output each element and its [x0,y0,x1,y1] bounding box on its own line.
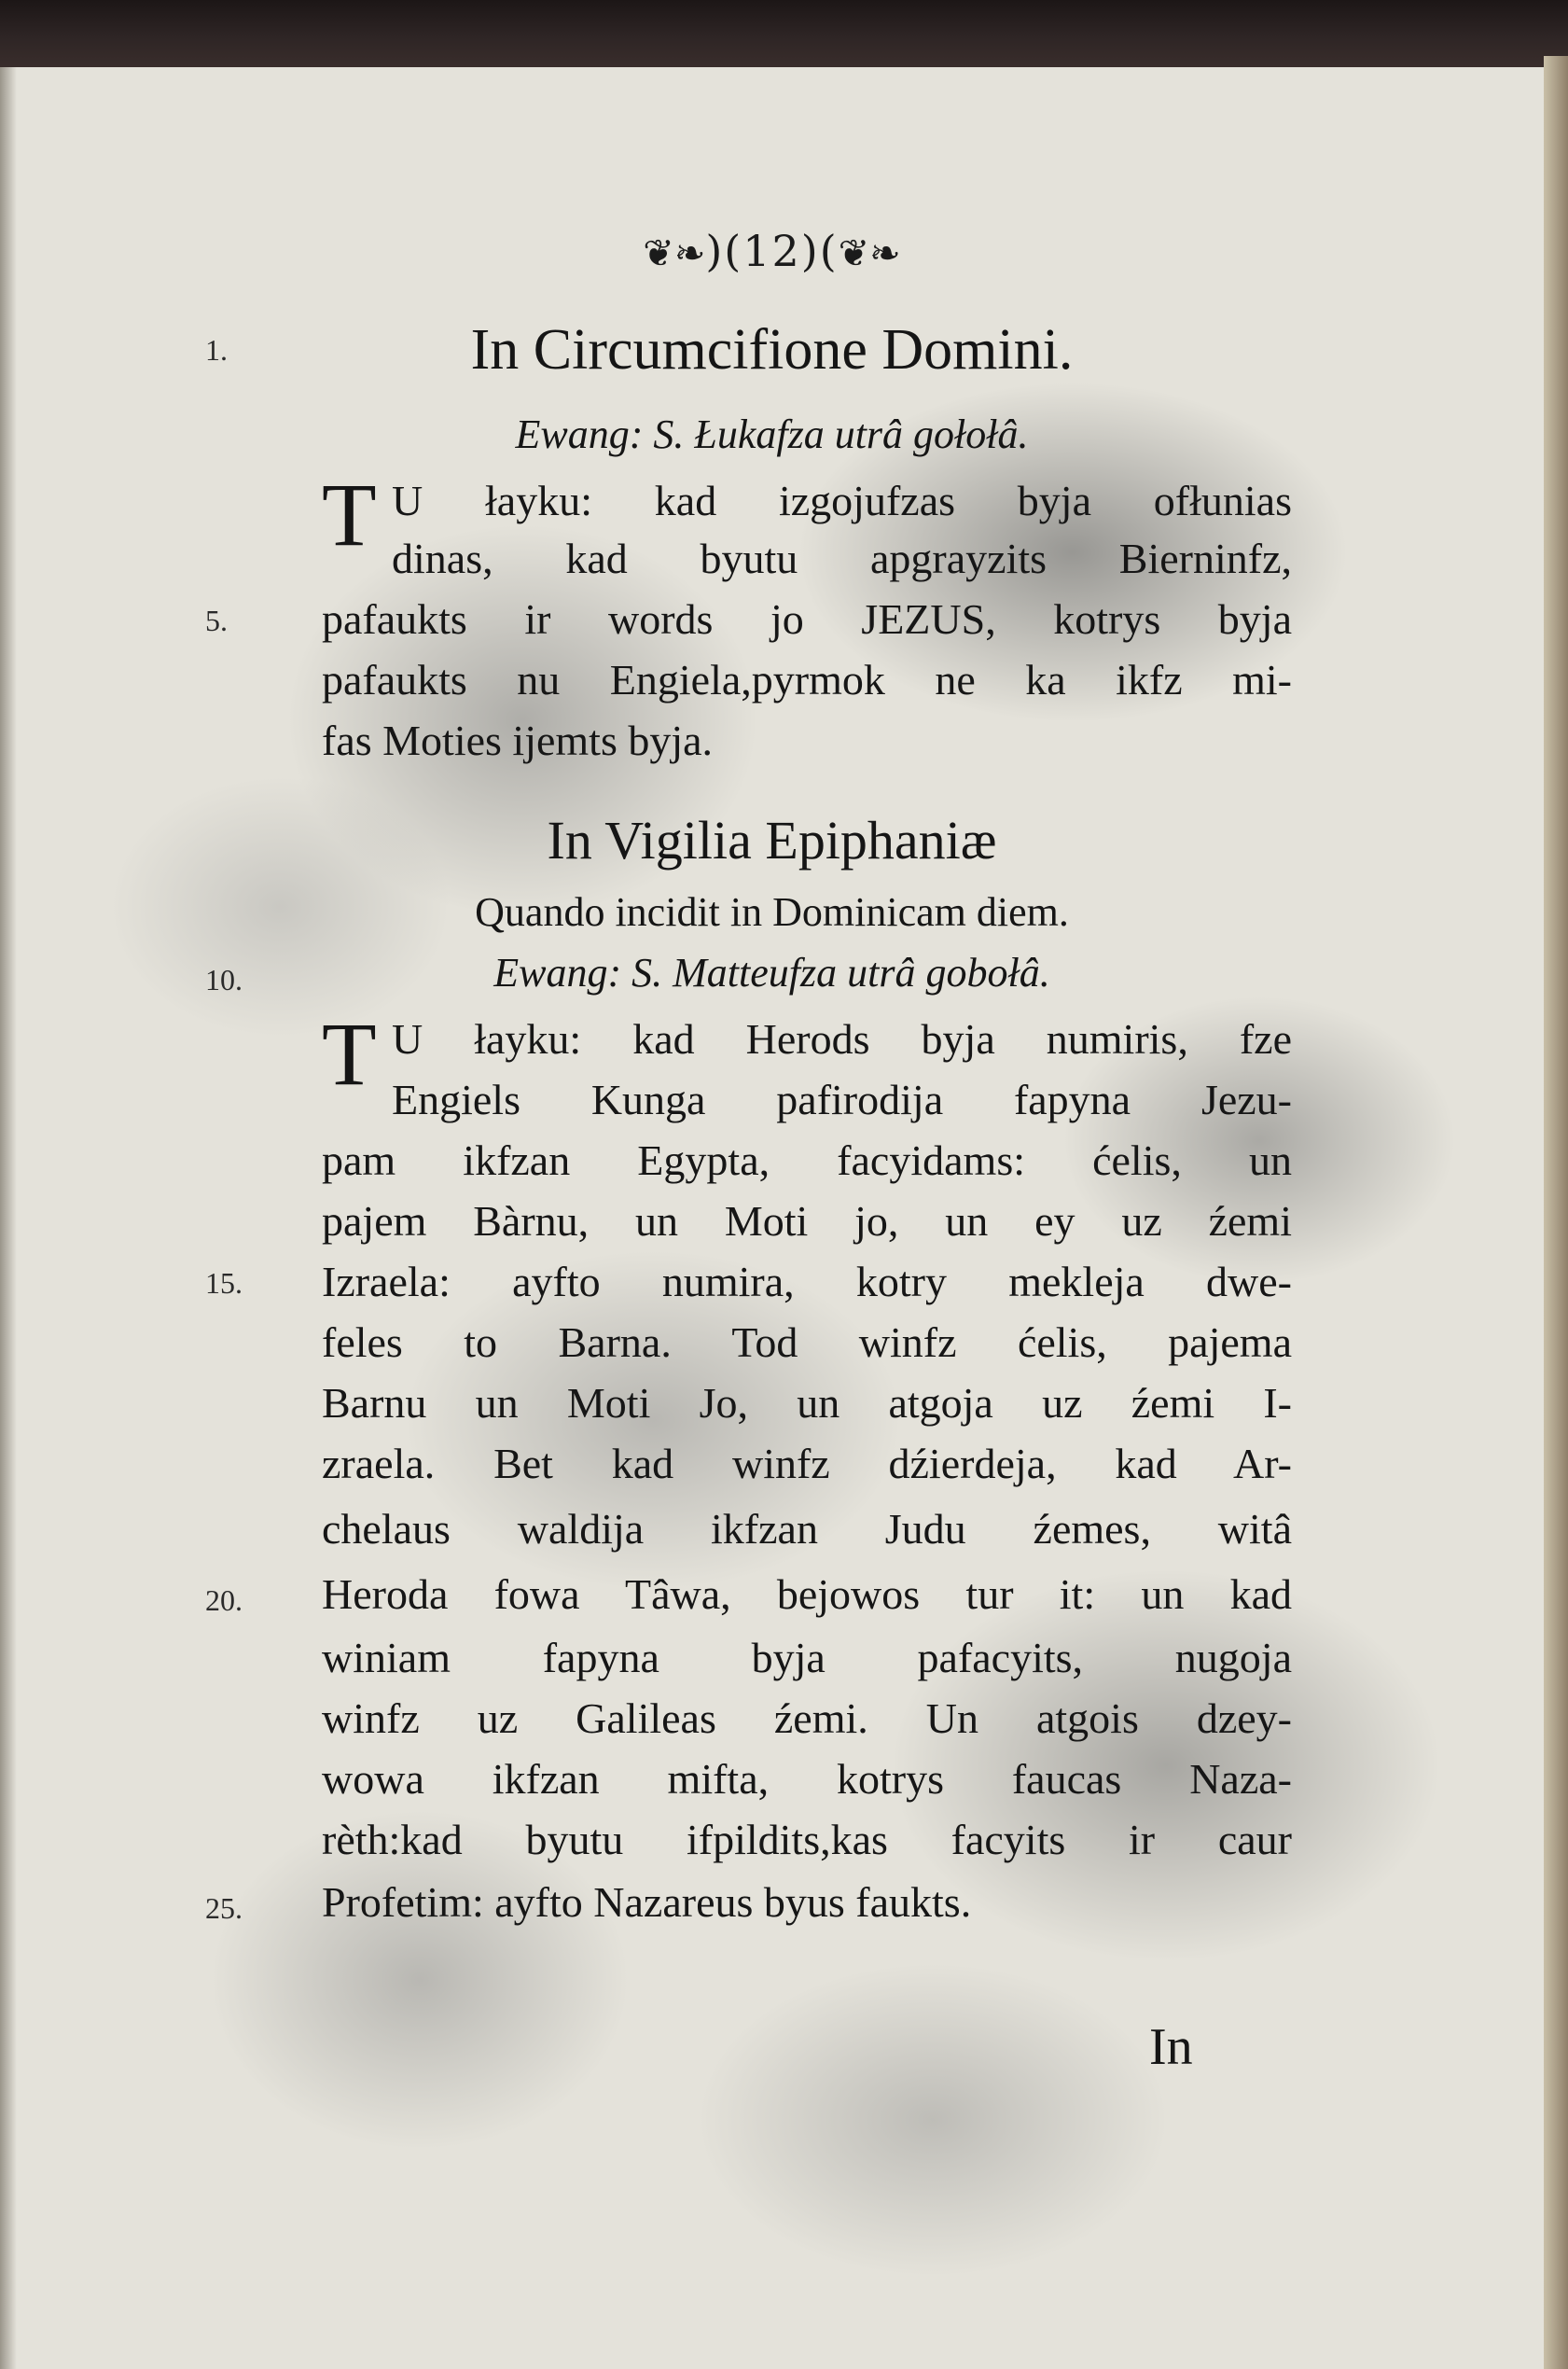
page-number: )(12)( [705,226,839,276]
section2-line-12: winfz uz Galileas źemi. Un atgois dzey- [322,1694,1292,1742]
section2-line-13: wowa ikfzan mifta, kotrys faucas Naza- [322,1755,1292,1803]
section2-line-7: Barnu un Moti Jo, un atgoja uz źemi I- [322,1379,1292,1427]
section2-title: In Vigilia Epiphaniæ [547,810,997,871]
line-number-20: 20. [205,1583,243,1617]
scanned-page [0,67,1544,2369]
section2-line-11: winiam fapyna byja pafacyits, nugoja [322,1634,1292,1681]
catchword: In [1149,2018,1193,2076]
section2-line-8: zraela. Bet kad winfz dźierdeja, kad Ar- [322,1440,1292,1487]
section1-dropcap: T [322,465,377,564]
line-number-25: 25. [205,1891,243,1925]
section2-line-2: Engiels Kunga pafirodija fapyna Jezu- [392,1076,1292,1123]
section2-line-3: pam ikfzan Egypta, facyidams: ćelis, un [322,1136,1292,1184]
section1-line-1: U łayku: kad izgojufzas byja ofłunias [392,477,1292,524]
line-number-1: 1. [205,333,228,367]
section2-line-5: Izraela: ayfto numira, kotry mekleja dwe- [322,1258,1292,1305]
header-ornament-left: ❦❧ [643,232,706,275]
section2-line-10: Heroda fowa Tâwa, bejowos tur it: un kad [322,1570,1292,1618]
header-ornament-right: ❦❧ [838,232,901,275]
page-edge [1544,56,1568,2369]
section1-line-4: pafaukts nu Engiela,pyrmok ne ka ikfz mi- [322,656,1292,704]
section2-line-6: feles to Barna. Tod winfz ćelis, pajema [322,1318,1292,1366]
section1-subtitle: Ewang: S. Łukafza utrâ gołołâ. [515,411,1029,457]
section2-line-14: rèth:kad byutu ifpildits,kas facyits ir caur [322,1816,1292,1863]
page-header [0,226,1544,276]
line-number-15: 15. [205,1266,243,1300]
line-number-5: 5. [205,604,228,637]
line-number-10: 10. [205,963,243,996]
section2-line-15: Profetim: ayfto Nazareus byus faukts. [322,1878,972,1926]
section2-line-4: pajem Bàrnu, un Moti jo, un ey uz źemi [322,1197,1292,1245]
section2-line-1: U łayku: kad Herods byja numiris, fze [392,1015,1292,1063]
section1-line-3: pafaukts ir words jo JEZUS, kotrys byja [322,595,1292,643]
section1-title: In Circumcifione Domini. [470,318,1074,382]
section2-gospel-ref: Ewang: S. Matteufza utrâ gobołâ. [493,950,1050,996]
section2-subtitle: Quando incidit in Dominicam diem. [475,889,1069,935]
section2-line-9: chelaus waldija ikfzan Judu źemes, witâ [322,1505,1292,1553]
section2-dropcap: T [322,1004,377,1104]
section1-line-5: fas Moties ijemts byja. [322,717,714,764]
section1-line-2: dinas, kad byutu apgrayzits Bierninfz, [392,535,1292,582]
